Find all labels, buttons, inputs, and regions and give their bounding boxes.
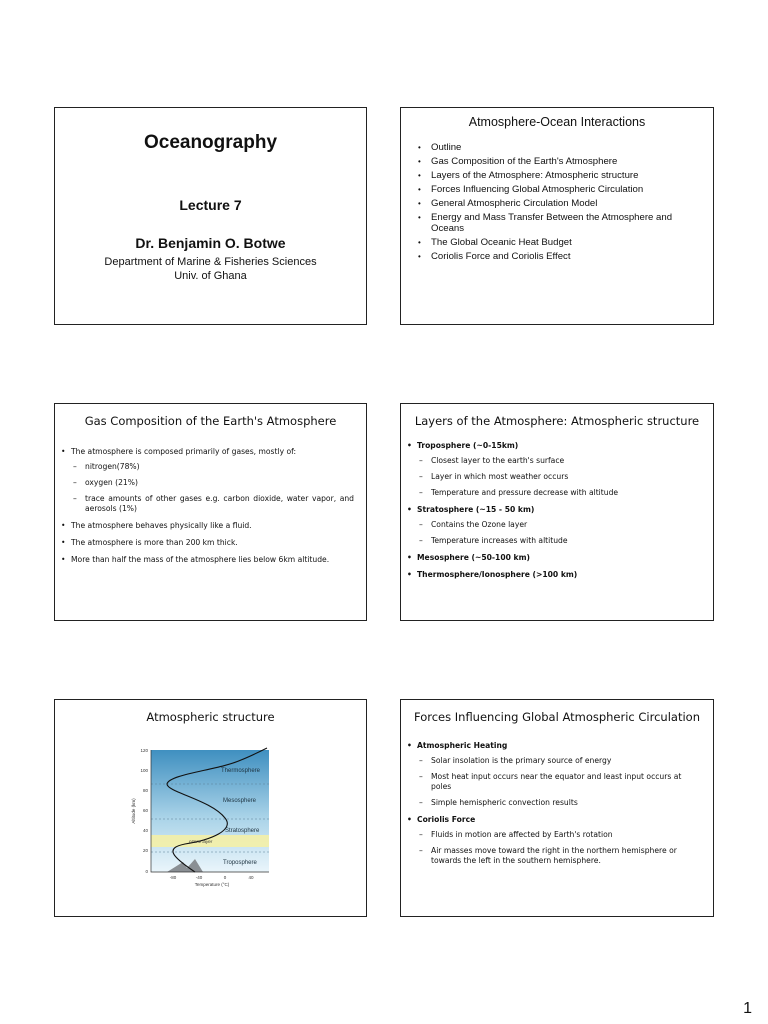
slide-circulation-forces bbox=[400, 699, 714, 917]
department: Department of Marine & Fisheries Sciences bbox=[104, 256, 317, 268]
list-item: • Coriolis Force and Coriolis Effect bbox=[431, 251, 699, 262]
list-item: – Closest layer to the earth's surface bbox=[430, 456, 703, 466]
y-axis-label: Altitude (km) bbox=[131, 798, 136, 824]
slide-title: Gas Composition of the Earth's Atmosphere bbox=[84, 414, 337, 428]
sub-list bbox=[71, 462, 354, 514]
list-item: • The atmosphere is more than 200 km thick. bbox=[71, 538, 354, 548]
slide-title: Atmosphere-Ocean Interactions bbox=[468, 115, 646, 129]
layer-label: Thermosphere bbox=[221, 768, 261, 774]
bullet-text: Coriolis Force bbox=[417, 815, 476, 824]
list-item: • General Atmospheric Circulation Model bbox=[431, 198, 699, 209]
layer-label: Stratosphere bbox=[225, 828, 260, 834]
layer-label: Mesosphere bbox=[223, 798, 257, 804]
sub-list bbox=[417, 830, 703, 866]
list-item: – trace amounts of other gases e.g. carbon dioxide, water vapor, and aerosols (1%) bbox=[84, 494, 354, 514]
outline-list bbox=[401, 142, 713, 262]
sub-list bbox=[417, 520, 703, 546]
list-item: • The Global Oceanic Heat Budget bbox=[431, 237, 699, 248]
course-title: Oceanography bbox=[143, 132, 278, 153]
slide-outline bbox=[400, 107, 714, 325]
x-tick-label: 0 bbox=[223, 875, 227, 880]
sub-list bbox=[417, 756, 703, 808]
list-item bbox=[417, 441, 703, 498]
bullet-list bbox=[55, 447, 366, 565]
list-item: • Forces Influencing Global Atmospheric Circulation bbox=[431, 184, 699, 195]
list-item: • Mesosphere (~50-100 km) bbox=[417, 553, 703, 563]
list-item: – Fluids in motion are affected by Earth's rotation bbox=[430, 830, 703, 840]
list-item: – Temperature increases with altitude bbox=[430, 536, 703, 546]
bullet-text: Atmospheric Heating bbox=[417, 741, 508, 750]
list-item: – Contains the Ozone layer bbox=[430, 520, 703, 530]
slide-gas-composition bbox=[54, 403, 367, 621]
sub-list bbox=[417, 456, 703, 498]
y-tick-label: 40 bbox=[142, 828, 148, 833]
list-item: • Layers of the Atmosphere: Atmospheric structure bbox=[431, 170, 699, 181]
y-tick-label: 100 bbox=[140, 768, 148, 773]
page-number: 1 bbox=[743, 1000, 752, 1017]
bullet-list bbox=[401, 741, 713, 866]
y-tick-label: 0 bbox=[145, 869, 148, 874]
list-item: – Temperature and pressure decrease with altitude bbox=[430, 488, 703, 498]
atmosphere-diagram bbox=[127, 744, 277, 904]
bullet-text: Stratosphere (~15 - 50 km) bbox=[417, 505, 535, 514]
list-item bbox=[417, 815, 703, 866]
list-item: – Simple hemispheric convection results bbox=[430, 798, 703, 808]
slide-title bbox=[54, 107, 367, 325]
bullet-list bbox=[401, 441, 713, 580]
list-item: – Layer in which most weather occurs bbox=[430, 472, 703, 482]
list-item: • More than half the mass of the atmosphere lies below 6km altitude. bbox=[71, 555, 354, 565]
x-tick-label: -40 bbox=[195, 875, 203, 880]
layer-label: ozone layer bbox=[189, 839, 213, 844]
list-item bbox=[417, 741, 703, 808]
list-item: – Most heat input occurs near the equator and least input occurs at poles bbox=[430, 772, 703, 792]
bullet-text: Troposphere (~0-15km) bbox=[417, 441, 519, 450]
x-axis-label: Temperature (°C) bbox=[194, 882, 230, 887]
list-item: • Thermosphere/Ionosphere (>100 km) bbox=[417, 570, 703, 580]
x-tick-label: 40 bbox=[248, 875, 254, 880]
slide-title: Layers of the Atmosphere: Atmospheric structure bbox=[414, 414, 700, 428]
list-item: • Outline bbox=[431, 142, 699, 153]
y-tick-label: 20 bbox=[142, 848, 148, 853]
list-item: • Gas Composition of the Earth's Atmosphere bbox=[431, 156, 699, 167]
y-tick-label: 80 bbox=[142, 788, 148, 793]
list-item: • The atmosphere behaves physically like a fluid. bbox=[71, 521, 354, 531]
layer-label: Troposphere bbox=[223, 860, 257, 866]
slide-title: Forces Influencing Global Atmospheric Circulation bbox=[414, 710, 700, 724]
university: Univ. of Ghana bbox=[174, 270, 247, 282]
author-name: Dr. Benjamin O. Botwe bbox=[135, 235, 286, 251]
slide-atmosphere-layers bbox=[400, 403, 714, 621]
x-tick-label: -80 bbox=[169, 875, 177, 880]
list-item: – oxygen (21%) bbox=[84, 478, 354, 488]
slide-title: Atmospheric structure bbox=[146, 710, 275, 724]
list-item: – Solar insolation is the primary source of energy bbox=[430, 756, 703, 766]
y-tick-label: 60 bbox=[142, 808, 148, 813]
list-item bbox=[417, 505, 703, 546]
list-item bbox=[71, 447, 354, 514]
list-item: – nitrogen(78%) bbox=[84, 462, 354, 472]
lecture-number: Lecture 7 bbox=[179, 197, 242, 213]
list-item: – Air masses move toward the right in the northern hemisphere or towards the left in the southern hemisphere. bbox=[430, 846, 703, 866]
bullet-text: The atmosphere is composed primarily of gases, mostly of: bbox=[71, 447, 297, 456]
y-tick-label: 120 bbox=[140, 748, 148, 753]
slide-atmospheric-structure bbox=[54, 699, 367, 917]
list-item: • Energy and Mass Transfer Between the Atmosphere and Oceans bbox=[431, 212, 699, 234]
